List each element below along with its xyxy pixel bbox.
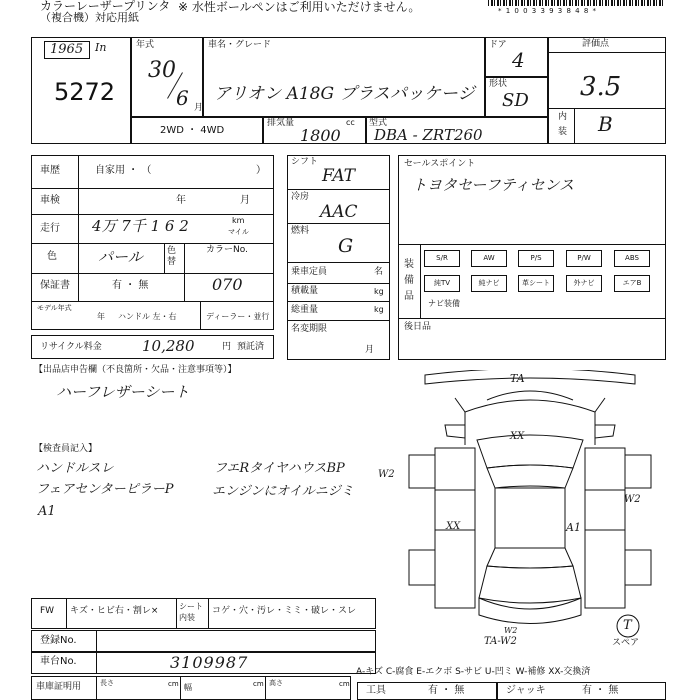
barcode-digits: * 1 0 0 3 3 9 3 8 4 8 * xyxy=(498,7,598,15)
doors-label: ドア xyxy=(489,40,507,50)
color-col-2 xyxy=(184,243,185,273)
registration-row xyxy=(31,630,376,652)
mark-front: TA xyxy=(510,372,525,385)
inspector-note-2: フェアセンターピラーP xyxy=(36,482,174,497)
left-row-line-3 xyxy=(31,243,274,244)
front-left-wheel xyxy=(409,455,435,488)
fw-items: キズ・ヒビ右・割レ× xyxy=(70,606,159,616)
cert-width: 幅 xyxy=(184,683,192,692)
weight-label: 総重量 xyxy=(291,305,319,315)
mark-right-rear: A1 xyxy=(566,521,581,534)
windshield xyxy=(487,465,573,488)
spare-mark: T xyxy=(623,618,632,633)
mark-rear-top: W2 xyxy=(504,626,518,635)
name-change-unit: 月 xyxy=(365,345,375,355)
mid-line-1 xyxy=(287,189,390,190)
shift-label: シフト xyxy=(291,157,319,167)
car-name-value: アリオン A18G プラスパッケージ xyxy=(214,84,475,104)
equip-col-line xyxy=(420,244,421,318)
equip-bottom-line xyxy=(398,318,666,319)
equipment-item: P/W xyxy=(566,250,602,267)
shift-value: FAT xyxy=(322,166,356,186)
dealer-col xyxy=(200,301,201,330)
doors-value: 4 xyxy=(512,48,525,72)
equipment-item: 革シート xyxy=(518,275,554,292)
rear-window xyxy=(487,548,573,568)
seat-items: コゲ・穴・汚レ・ミミ・破レ・スレ xyxy=(212,606,357,616)
equipment-item: P/S xyxy=(518,250,554,267)
mark-left-rear: XX xyxy=(446,521,461,532)
mid-line-6 xyxy=(287,320,390,321)
seat-col xyxy=(176,598,177,629)
tools-label: 工具 xyxy=(366,685,386,696)
left-mirror xyxy=(445,425,465,438)
cert-col-1 xyxy=(96,676,97,700)
capacity-label: 乗車定員 xyxy=(291,267,328,277)
fuel-label: 燃料 xyxy=(291,226,310,236)
mid-line-5 xyxy=(287,301,390,302)
history-text: 自家用 ・ （ xyxy=(95,165,152,176)
spare-label: スペア xyxy=(612,638,640,648)
dealer-options: ディーラー・並行 xyxy=(206,312,270,321)
lot-code: 1965 xyxy=(50,42,84,57)
right-mirror xyxy=(595,425,615,438)
mid-line-4 xyxy=(287,283,390,284)
model-year-year: 年 xyxy=(97,312,105,321)
legend-text: A-キズ C-腐食 E-エクボ S-サビ U-凹ミ W-補修 XX-交換済 xyxy=(356,667,591,677)
recycle-status: 預託済 xyxy=(237,342,265,352)
month-value: 6 xyxy=(176,86,189,110)
navi-label: ナビ装備 xyxy=(428,299,460,308)
seller-notes-label: 【出品店申告欄（不良箇所・欠品・注意事項等）】 xyxy=(34,365,237,375)
color-code-label: カラーNo. xyxy=(206,245,248,255)
cert-height: 高さ xyxy=(269,679,283,687)
displacement-value: 1800 xyxy=(300,126,341,145)
mileage-unit-mile: マイル xyxy=(228,228,249,236)
rear-bumper xyxy=(479,598,581,624)
barcode xyxy=(488,0,663,6)
color-value: パール xyxy=(98,248,143,266)
printer-line2: （複合機）対応用紙 xyxy=(40,11,139,24)
inspector-note-1: ハンドルスレ xyxy=(36,461,114,476)
load-label: 積載量 xyxy=(291,286,319,296)
fuel-value: G xyxy=(338,235,354,257)
inspection-month: 月 xyxy=(240,195,250,206)
history-close: ） xyxy=(256,165,266,176)
history-label: 車歴 xyxy=(40,165,60,176)
handle-options: ハンドル 左・右 xyxy=(118,312,177,321)
shape-value: SD xyxy=(502,90,529,111)
chassis-label: 車台No. xyxy=(40,656,77,667)
load-unit: kg xyxy=(374,287,384,296)
interior-vdivider xyxy=(574,108,575,144)
lot-number: 5272 xyxy=(54,78,116,106)
equipment-item: ABS xyxy=(614,250,650,267)
car-damage-diagram xyxy=(395,370,665,645)
interior-divider xyxy=(548,108,666,109)
jack-label: ジャッキ xyxy=(506,685,546,696)
equipment-item: AW xyxy=(471,250,507,267)
warranty-col xyxy=(184,273,185,301)
seat-col-2 xyxy=(208,598,209,629)
equipment-item: エアB xyxy=(614,275,650,292)
cert-width-unit: cm xyxy=(253,680,264,688)
capacity-unit: 名 xyxy=(374,267,384,277)
interior-label-a: 内 xyxy=(558,112,568,122)
interior-label-b: 装 xyxy=(558,127,568,137)
model-label: 型式 xyxy=(369,118,388,128)
cooling-label: 冷房 xyxy=(291,192,310,202)
year-label: 年式 xyxy=(136,40,155,50)
color-code-value: 070 xyxy=(212,275,243,294)
model-value: DBA - ZRT260 xyxy=(374,126,483,144)
tools-options: 有 ・ 無 xyxy=(428,685,465,696)
inspector-note-3: A1 xyxy=(38,504,56,519)
year-value: 30 xyxy=(148,58,176,83)
mileage-value: 4万 7千 1 6 2 xyxy=(92,217,189,235)
post-mount-label: 後日品 xyxy=(404,322,432,332)
cert-length-unit: cm xyxy=(168,680,179,688)
left-row-line-1 xyxy=(31,188,274,189)
equip-top-line xyxy=(398,244,666,245)
recycle-unit: 円 xyxy=(222,342,232,352)
left-row-line-2 xyxy=(31,214,274,215)
cert-height-unit: cm xyxy=(339,680,350,688)
fw-label: FW xyxy=(40,606,55,616)
name-change-label: 名変期限 xyxy=(291,324,328,334)
left-row-line-4 xyxy=(31,273,274,274)
cert-col-3 xyxy=(265,676,266,700)
equipment-item: 外ナビ xyxy=(566,275,602,292)
color-change-label: 色替 xyxy=(167,246,177,267)
mid-line-3 xyxy=(287,262,390,263)
mileage-label: 走行 xyxy=(40,223,60,234)
chassis-value: 3109987 xyxy=(170,653,249,672)
equipment-item: S/R xyxy=(424,250,460,267)
evaluation-score: 3.5 xyxy=(580,72,622,102)
evaluation-label: 評価点 xyxy=(582,39,610,49)
hood xyxy=(477,435,583,468)
rear-right-wheel xyxy=(625,550,651,585)
jack-options: 有 ・ 無 xyxy=(582,685,619,696)
seller-notes-text: ハーフレザーシート xyxy=(56,383,190,401)
evaluation-divider xyxy=(548,52,666,53)
mark-left-front: W2 xyxy=(378,469,395,480)
front-bumper xyxy=(487,391,573,400)
model-year-label: モデル年式 xyxy=(37,304,72,312)
color-label: 色 xyxy=(47,251,57,262)
equipment-item: 純TV xyxy=(424,275,460,292)
cert-col-2 xyxy=(180,676,181,700)
trunk xyxy=(479,566,581,603)
shape-label: 形状 xyxy=(489,79,508,89)
month-unit: 月 xyxy=(194,103,204,113)
mark-hood: XX xyxy=(510,431,525,442)
recycle-label: リサイクル料金 xyxy=(40,342,102,352)
weight-unit: kg xyxy=(374,305,384,314)
equipment-item: 純ナビ xyxy=(471,275,507,292)
car-name-label: 車名・グレード xyxy=(208,40,272,50)
color-col-1 xyxy=(164,243,165,273)
interior-grade: B xyxy=(598,112,613,136)
printer-line1: カラーレーザープリンタ xyxy=(40,0,171,13)
sales-point-label: セールスポイント xyxy=(404,159,476,169)
cooling-value: AAC xyxy=(320,202,358,222)
equipment-label: 装備品 xyxy=(404,259,414,302)
mid-line-2 xyxy=(287,223,390,224)
lot-suffix: In xyxy=(95,41,107,54)
left-row-line-5 xyxy=(31,301,274,302)
displacement-unit: cc xyxy=(346,118,355,127)
front-edge xyxy=(425,370,635,384)
notice-text: ※ 水性ボールペンはご利用いただけません。 xyxy=(178,0,421,14)
warranty-options: 有 ・ 無 xyxy=(112,280,149,291)
inspector-note-4: フエRタイヤハウスBP xyxy=(214,461,345,476)
certificate-label: 車庫証明用 xyxy=(36,682,82,692)
inspection-label: 車検 xyxy=(40,195,60,206)
recycle-value: 10,280 xyxy=(142,337,195,355)
rear-left-wheel xyxy=(409,550,435,585)
inspector-note-5: エンジンにオイルニジミ xyxy=(212,484,354,499)
registration-label: 登録No. xyxy=(40,635,77,646)
right-side xyxy=(585,448,625,608)
mark-right-front: W2 xyxy=(624,494,641,505)
seat-label: シート内装 xyxy=(179,602,203,622)
drive-label: 2WD ・ 4WD xyxy=(160,125,225,136)
inspection-year: 年 xyxy=(176,195,186,206)
front-right-wheel xyxy=(625,455,651,488)
inspector-label: 【検査員記入】 xyxy=(34,444,98,454)
mark-rear-bottom: TA-W2 xyxy=(484,636,517,647)
sales-point-value: トヨタセーフティセンス xyxy=(412,176,575,194)
fw-col xyxy=(66,598,67,629)
cert-length: 長さ xyxy=(100,679,114,687)
displacement-label: 排気量 xyxy=(267,118,295,128)
left-col-line xyxy=(78,155,79,301)
mileage-unit-km: km xyxy=(232,216,245,225)
roof xyxy=(495,488,565,548)
warranty-label: 保証書 xyxy=(40,280,70,291)
